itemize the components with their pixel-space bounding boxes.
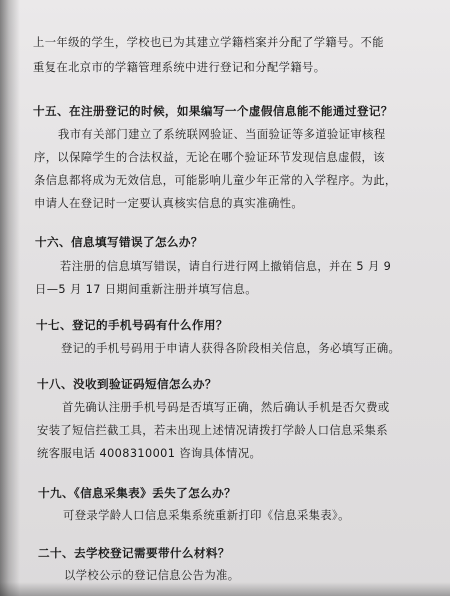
body-line: 安装了短信拦截工具，若未出现上述情况请拨打学龄人口信息采集系	[37, 424, 388, 437]
section-heading-19: 十九、《信息采集表》丢失了怎么办？	[38, 486, 237, 500]
body-line: 以学校公示的登记信息公告为准。	[64, 569, 240, 582]
body-line: 条信息都将成为无效信息，可能影响儿童少年正常的入学程序。为此，	[34, 174, 397, 187]
body-line: 重复在北京市的学籍管理系统中进行登记和分配学籍号。	[33, 61, 326, 74]
body-line: 登记的手机号码用于申请人获得各阶段相关信息，务必填写正确。	[61, 342, 401, 355]
body-line: 申请人在登记时一定要认真核实信息的真实准确性。	[34, 197, 304, 210]
body-line: 序，以保障学生的合法权益，无论在哪个验证环节发现信息虚假，该	[34, 151, 385, 164]
scan-bottom-shadow	[0, 582, 450, 596]
scan-edge-shadow	[0, 0, 20, 596]
section-heading-20: 二十、去学校登记需要带什么材料？	[38, 546, 230, 560]
body-line: 若注册的信息填写错误，请自行进行网上撤销信息，并在 5 月 9	[60, 260, 392, 273]
body-line: 日—5 月 17 日期间重新注册并填写信息。	[35, 283, 257, 296]
section-heading-15: 十五、在注册登记的时候，如果编写一个虚假信息能不能通过登记？	[33, 104, 393, 118]
body-line: 首先确认注册手机号码是否填写正确，然后确认手机是否欠费或	[62, 401, 390, 414]
section-heading-18: 十八、没收到验证码短信怎么办？	[37, 377, 217, 391]
body-line: 统客服电话 4008310001 咨询具体情况。	[37, 447, 262, 460]
section-heading-16: 十六、信息填写错误了怎么办？	[35, 235, 203, 249]
body-line: 我市有关部门建立了系统联网验证、当面验证等多道验证审核程	[58, 128, 386, 141]
body-line: 上一年级的学生，学校也已为其建立学籍档案并分配了学籍号。不能	[33, 36, 384, 49]
body-line: 可登录学龄人口信息采集系统重新打印《信息采集表》。	[63, 509, 350, 522]
section-heading-17: 十七、登记的手机号码有什么作用？	[36, 318, 228, 332]
